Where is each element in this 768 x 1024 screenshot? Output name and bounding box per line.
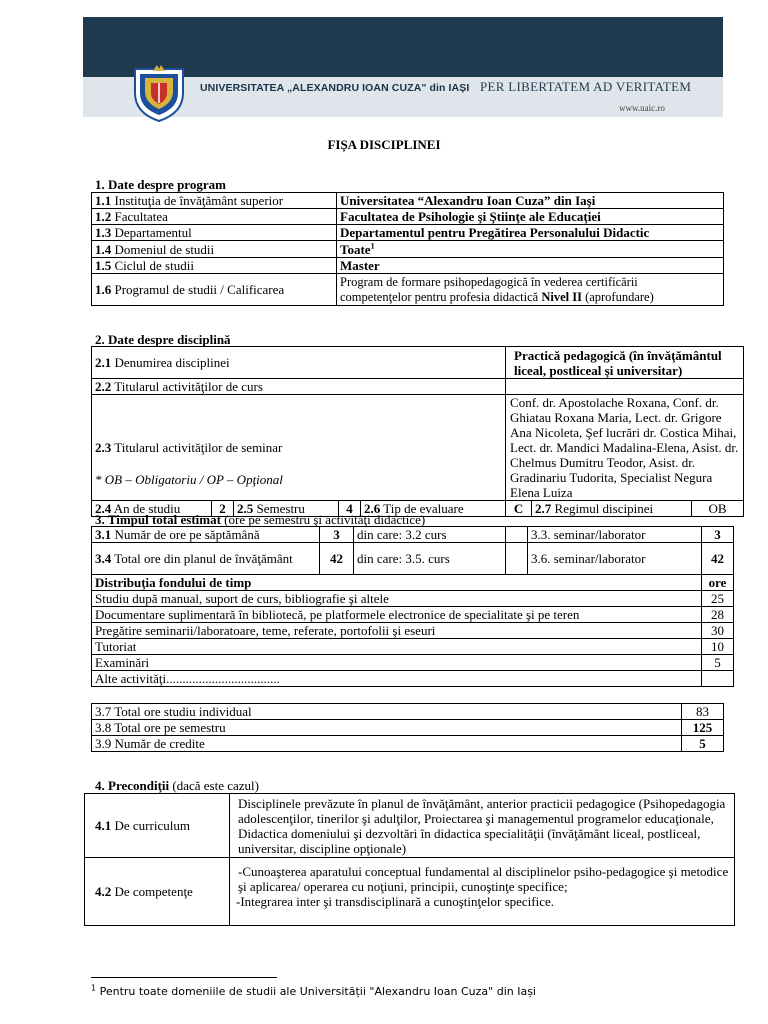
table-row: 3.4 Total ore din planul de învăţământ 42 din care: 3.5. curs 3.6. seminar/laborator 42 — [92, 543, 734, 575]
footnote-separator — [91, 977, 277, 978]
semester-value: 4 — [339, 501, 361, 517]
table-row: Examinări 5 — [92, 655, 734, 671]
program-value: Program de formare psihopedagogică în vederea certificării competenţelor pentru profesia didactică Nivel II (aprofundare) — [337, 274, 724, 306]
evaluation-type-value: C — [506, 501, 532, 517]
total-plan-hours-value: 42 — [320, 543, 354, 575]
university-url: www.uaic.ro — [619, 103, 665, 113]
department-value: Departamentul pentru Pregătirea Personalului Didactic — [337, 225, 724, 241]
table-row: Alte activităţi................................... — [92, 671, 734, 687]
table-row: 2.3 Titularul activităţilor de seminar Conf. dr. Apostolache Roxana, Conf. dr. Ghiatau Roxana Maria, Lect. dr. Grigore Ana Nicoleta, Şef lucrări dr. Costica Mihai, Lect. dr. Mandici Madalina-Elena, Asist. dr. Chelmus Dumitru Teodor, Asist. dr. Gradinariu Tudorita, Specialist Negura Elena Luiza — [92, 395, 744, 501]
weekly-hours-value: 3 — [320, 527, 354, 543]
university-crest-icon — [131, 63, 187, 123]
study-year-value: 2 — [212, 501, 234, 517]
weekly-seminar-value: 3 — [702, 527, 734, 543]
discipline-name-value: Practică pedagogică (în învăţământul liceal, postliceal şi universitar) — [506, 347, 744, 379]
table-row: 3.1 Număr de ore pe săptămână 3 din care: 3.2 curs 3.3. seminar/laborator 3 — [92, 527, 734, 543]
total-seminar-value: 42 — [702, 543, 734, 575]
table-row: 2.2 Titularul activităţilor de curs — [92, 379, 744, 395]
credits-value: 5 — [682, 736, 724, 752]
university-header — [83, 17, 723, 117]
table-row: 4.1 De curriculum Disciplinele prevăzute în planul de învăţământ, anterior practicii pedagogice (Psihopedagogia adolescenţilor, tinerilor şi adulţilor, Proiectarea şi managementul programelor educaţionale, Didactica domeniului şi dezvoltări în didactica specialităţii (învăţământ liceal, postliceal, universitar, discipline opţionale) — [85, 794, 735, 858]
table-row: 1.3 Departamentul Departamentul pentru Pregătirea Personalului Didactic — [92, 225, 724, 241]
table-row: Distribuţia fondului de timp ore — [92, 575, 734, 591]
table-row: 2.4 An de studiu 2 2.5 Semestru 4 2.6 Tip de evaluare C 2.7 Regimul discipinei OB — [92, 501, 744, 517]
table-row: 1.1 Instituţia de învăţământ superior Universitatea “Alexandru Ioan Cuza” din Iaşi — [92, 193, 724, 209]
individual-study-total: 83 — [682, 704, 724, 720]
curriculum-precondition: Disciplinele prevăzute în planul de învăţământ, anterior practicii pedagogice (Psihopedagogia adolescenţilor, tinerilor şi adulţilor, Proiectarea şi managementul programelor educaţionale, Didactica domeniului şi dezvoltări în didactica specialităţii (învăţământ liceal, postliceal, universitar, discipline opţionale) — [230, 794, 735, 858]
domain-value: Toate$^1$ — [337, 241, 724, 258]
table-row: 4.2 De competenţe -Cunoaşterea aparatului conceptual fundamental al disciplinelor psiho-pedagogice şi metodice şi aplicarea/ operarea cu noţiuni, principii, cunoştinţe specifice; -Integrarea inter şi transdisciplinară a cunoştinţelor specifice. — [85, 858, 735, 926]
semester-total: 125 — [682, 720, 724, 736]
discipline-table — [91, 346, 744, 517]
table-row: 2.1 Denumirea disciplinei Practică pedagogică (în învăţământul liceal, postliceal şi universitar) — [92, 347, 744, 379]
section-4-title: 4. Precondiţii (dacă este cazul) — [95, 778, 259, 793]
university-name: UNIVERSITATEA „ALEXANDRU IOAN CUZA" din IAȘI — [200, 82, 470, 94]
institution-value: Universitatea “Alexandru Ioan Cuza” din Iaşi — [337, 193, 724, 209]
table-row: 1.6 Programul de studii / Calificarea Program de formare psihopedagogică în vederea certificării competenţelor pentru profesia didactică Nivel II (aprofundare) — [92, 274, 724, 306]
section-1-title: 1. Date despre program — [95, 177, 226, 192]
table-row: Documentare suplimentară în bibliotecă, pe platformele electronice de specialitate şi pe teren 28 — [92, 607, 734, 623]
university-motto: PER LIBERTATEM AD VERITATEM — [480, 79, 692, 94]
seminar-holder-value: Conf. dr. Apostolache Roxana, Conf. dr. Ghiatau Roxana Maria, Lect. dr. Grigore Ana Nicoleta, Şef lucrări dr. Costica Mihai, Lect. dr. Mandici Madalina-Elena, Asist. dr. Chelmus Dumitru Teodor, Asist. dr. Gradinariu Tudorita, Specialist Negura Elena Luiza — [506, 395, 744, 501]
section-3-title: 3. Timpul total estimat (ore pe semestru şi activităţi didactice) — [95, 512, 426, 527]
table-row: 1.4 Domeniul de studii Toate$^1$ — [92, 241, 724, 258]
cycle-value: Master — [337, 258, 724, 274]
table-row: Tutoriat 10 — [92, 639, 734, 655]
table-row: 3.9 Număr de credite 5 — [92, 736, 724, 752]
regime-note: * OB – Obligatoriu / OP – Opţional — [95, 472, 283, 487]
table-row: Studiu după manual, suport de curs, bibliografie şi altele 25 — [92, 591, 734, 607]
time-table — [91, 526, 734, 687]
footnote: $^1$ Pentru toate domeniile de studii ale Universității "Alexandru Ioan Cuza" din Iași — [91, 983, 536, 998]
preconditions-table — [84, 793, 735, 926]
table-row: 1.2 Facultatea Facultatea de Psihologie şi Ştiinţe ale Educaţiei — [92, 209, 724, 225]
section-2-title: 2. Date despre disciplină — [95, 332, 231, 347]
table-row: Pregătire seminarii/laboratoare, teme, referate, portofolii şi eseuri 30 — [92, 623, 734, 639]
totals-table — [91, 703, 724, 752]
discipline-regime-value: OB — [692, 501, 744, 517]
competence-precondition: -Cunoaşterea aparatului conceptual fundamental al disciplinelor psiho-pedagogice şi metodice şi aplicarea/ operarea cu noţiuni, principii, cunoştinţe specifice; -Integrarea inter şi transdisciplinară a cunoştinţelor specifice. — [230, 858, 735, 926]
table-row: 1.5 Ciclul de studii Master — [92, 258, 724, 274]
page-title: FIȘA DISCIPLINEI — [327, 137, 441, 152]
faculty-value: Facultatea de Psihologie şi Ştiinţe ale Educaţiei — [337, 209, 724, 225]
program-table — [91, 192, 724, 306]
course-holder-value — [506, 379, 744, 395]
table-row: 3.8 Total ore pe semestru 125 — [92, 720, 724, 736]
table-row: 3.7 Total ore studiu individual 83 — [92, 704, 724, 720]
